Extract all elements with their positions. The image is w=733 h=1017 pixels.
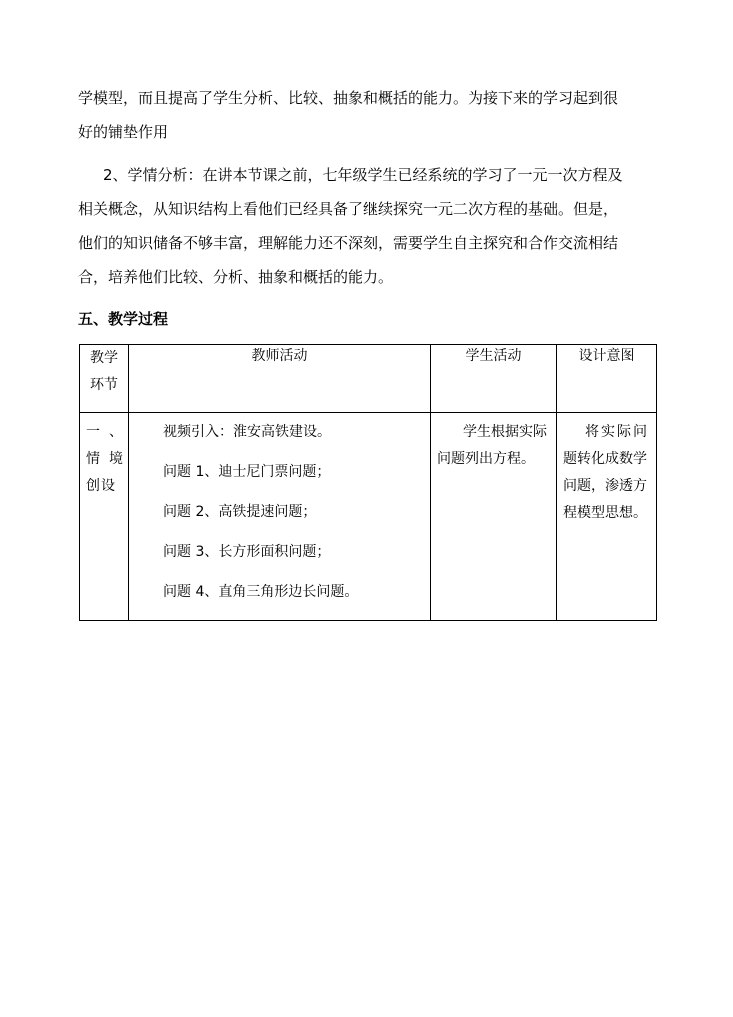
cell-student-activity bbox=[431, 413, 557, 621]
text-line: 好的铺垫作用 bbox=[78, 123, 169, 141]
cell-stage bbox=[80, 413, 129, 621]
teacher-activity-item: 问题 3、长方形面积问题； bbox=[163, 544, 331, 560]
header-stage bbox=[80, 345, 129, 413]
table-row bbox=[80, 413, 657, 621]
design-line: 题转化成数学 bbox=[563, 451, 647, 467]
design-line: 程模型思想。 bbox=[563, 505, 647, 521]
paragraph-continuation bbox=[78, 81, 658, 149]
text-line: 2、学情分析：在讲本节课之前，七年级学生已经系统的学习了一元一次方程及 bbox=[103, 166, 623, 184]
section-heading: 五、教学过程 bbox=[78, 310, 169, 328]
header-stage-line: 环节 bbox=[90, 377, 118, 393]
teacher-activity-item: 视频引入：淮安高铁建设。 bbox=[163, 424, 331, 440]
paragraph-learner-analysis bbox=[78, 158, 658, 294]
text-line: 相关概念，从知识结构上看他们已经具备了继续探究一元二次方程的基础。但是， bbox=[78, 200, 619, 218]
design-line: 问题，渗透方 bbox=[563, 478, 647, 494]
student-line: 学生根据实际 bbox=[463, 424, 547, 440]
teaching-process-table bbox=[79, 344, 657, 621]
text-line: 合，培养他们比较、分析、抽象和概括的能力。 bbox=[78, 268, 394, 286]
teacher-activity-item: 问题 1、迪士尼门票问题； bbox=[163, 464, 331, 480]
design-line: 将实际问 bbox=[585, 424, 649, 440]
student-line: 问题列出方程。 bbox=[437, 451, 535, 467]
text-line: 他们的知识储备不够丰富，理解能力还不深刻，需要学生自主探究和合作交流相结 bbox=[78, 234, 619, 252]
header-student-activity: 学生活动 bbox=[431, 345, 557, 413]
stage-line: 一 、 bbox=[86, 424, 124, 440]
teacher-activity-item: 问题 2、高铁提速问题； bbox=[163, 504, 317, 520]
header-teacher-activity: 教师活动 bbox=[129, 345, 431, 413]
header-design-intent: 设计意图 bbox=[557, 345, 657, 413]
cell-design-intent bbox=[557, 413, 657, 621]
header-stage-line: 教学 bbox=[90, 350, 118, 366]
stage-line: 创设 bbox=[86, 478, 116, 494]
text-line: 学模型，而且提高了学生分析、比较、抽象和概括的能力。为接下来的学习起到很 bbox=[78, 89, 619, 107]
teacher-activity-item: 问题 4、直角三角形边长问题。 bbox=[163, 584, 359, 600]
table-header-row bbox=[80, 345, 657, 413]
stage-line: 情 境 bbox=[86, 451, 124, 467]
cell-teacher-activity bbox=[129, 413, 431, 621]
